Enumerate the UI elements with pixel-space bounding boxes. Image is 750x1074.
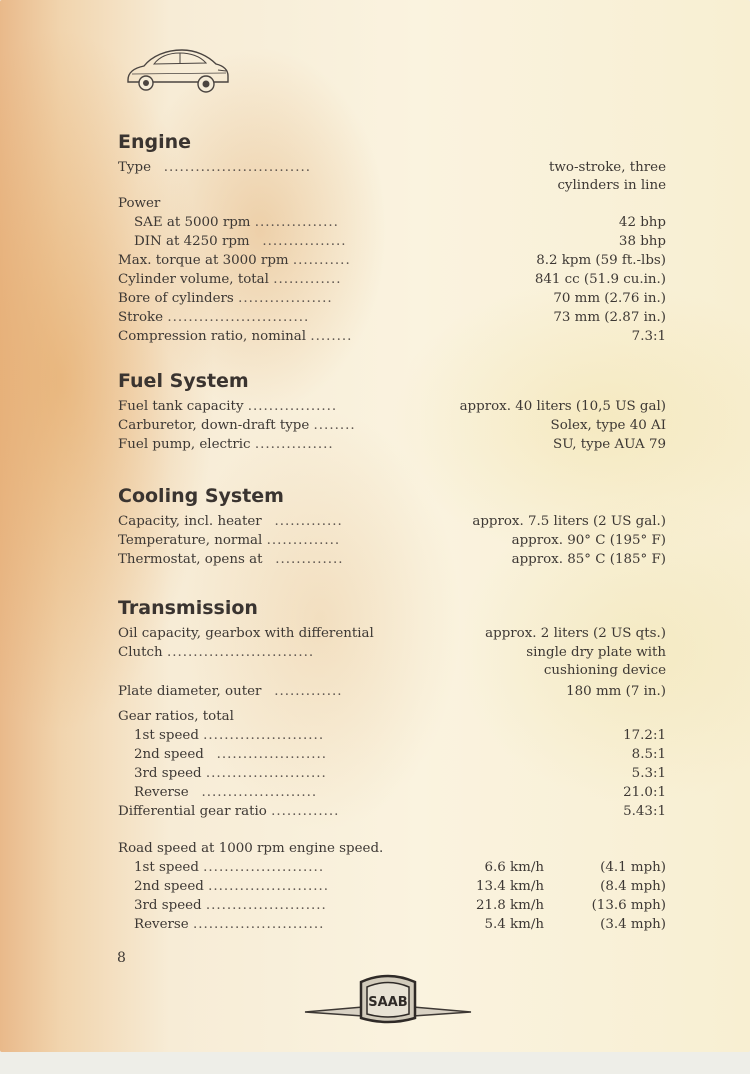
spec-row-din — [118, 234, 666, 254]
car-illustration — [122, 42, 232, 98]
leader-dots: ............................ — [166, 645, 315, 660]
spec-label: SAE at 5000 rpm — [134, 215, 251, 230]
spec-label: DIN at 4250 rpm — [134, 234, 250, 249]
road-speed-row — [118, 898, 666, 918]
spec-label: Oil capacity, gearbox with differential — [118, 626, 374, 641]
speed-kmh: 5.4 km/h — [484, 917, 544, 932]
spec-label: Bore of cylinders — [118, 291, 234, 306]
spec-label: Differential gear ratio — [118, 804, 267, 819]
spec-value: 5.43:1 — [623, 804, 666, 819]
leader-dots: ................. — [247, 399, 338, 414]
speed-kmh: 21.8 km/h — [475, 898, 544, 913]
spec-value: approx. 7.5 liters (2 US gal.) — [472, 514, 666, 529]
gear-label: 3rd speed — [134, 898, 202, 913]
logo-text: SAAB — [368, 995, 408, 1010]
spec-label: Stroke — [118, 310, 164, 325]
gear-row — [118, 785, 666, 805]
leader-dots: ....................... — [203, 860, 325, 875]
spec-row-carb — [118, 418, 666, 438]
spec-value: approx. 40 liters (10,5 US gal) — [459, 399, 666, 414]
spec-row-differential — [118, 804, 666, 824]
leader-dots: ................ — [254, 215, 339, 230]
spec-row-pump — [118, 437, 666, 457]
leader-dots: .............. — [266, 533, 341, 548]
spec-label: Temperature, normal — [118, 533, 263, 548]
leader-dots: ........ — [310, 329, 353, 344]
section-heading-cooling: Cooling System — [118, 485, 284, 507]
speed-kmh: 6.6 km/h — [484, 860, 544, 875]
gear-ratio: 8.5:1 — [631, 747, 666, 762]
gear-label: 3rd speed — [134, 766, 202, 781]
gear-ratio: 17.2:1 — [623, 728, 666, 743]
spec-value: 42 bhp — [618, 215, 666, 230]
spec-value-line2: cushioning device — [543, 663, 666, 678]
spec-label: Capacity, incl. heater — [118, 514, 262, 529]
spec-row-tank — [118, 399, 666, 419]
spec-label: Max. torque at 3000 rpm — [118, 253, 289, 268]
leader-dots: ............. — [274, 684, 343, 699]
spec-row-compression — [118, 329, 666, 349]
spec-value: 180 mm (7 in.) — [566, 684, 666, 699]
leader-dots: ............... — [254, 437, 334, 452]
spec-value: Solex, type 40 AI — [550, 418, 666, 433]
speed-kmh: 13.4 km/h — [475, 879, 544, 894]
power-label-row — [118, 196, 666, 216]
leader-dots: ........ — [313, 418, 356, 433]
gear-ratio: 5.3:1 — [631, 766, 666, 781]
leader-dots: ....................... — [203, 728, 325, 743]
road-speed-label-row — [118, 841, 666, 861]
spec-value-line2: cylinders in line — [557, 178, 666, 193]
leader-dots: ................ — [262, 234, 347, 249]
spec-row-oil — [118, 626, 666, 646]
gear-row — [118, 766, 666, 786]
leader-dots: ......................... — [192, 917, 325, 932]
spec-row-stroke — [118, 310, 666, 330]
gear-row — [118, 747, 666, 767]
spec-value: single dry plate with — [526, 645, 666, 660]
leader-dots: ............. — [274, 514, 343, 529]
leader-dots: ............. — [273, 272, 342, 287]
section-heading-transmission: Transmission — [118, 597, 258, 619]
gear-label: Reverse — [134, 785, 189, 800]
page-number: 8 — [117, 950, 126, 966]
spec-label: Thermostat, opens at — [118, 552, 263, 567]
spec-label: Road speed at 1000 rpm engine speed. — [118, 841, 384, 856]
spec-label: Carburetor, down-draft type — [118, 418, 310, 433]
spec-row-capacity — [118, 514, 666, 534]
spec-value: two-stroke, three — [549, 160, 666, 175]
spec-label: Gear ratios, total — [118, 709, 234, 724]
leader-dots: ..................... — [216, 747, 328, 762]
leader-dots: ....................... — [205, 766, 327, 781]
spec-value: 8.2 kpm (59 ft.-lbs) — [536, 253, 666, 268]
spec-row-bore — [118, 291, 666, 311]
spec-row-volume — [118, 272, 666, 292]
gear-ratios-label-row — [118, 709, 666, 729]
spec-row-temperature — [118, 533, 666, 553]
bottom-margin — [0, 1052, 750, 1074]
spec-row-sae — [118, 215, 666, 235]
gear-label: 1st speed — [134, 728, 199, 743]
leader-dots: ....................... — [208, 879, 330, 894]
spec-value: 73 mm (2.87 in.) — [553, 310, 666, 325]
spec-label: Compression ratio, nominal — [118, 329, 307, 344]
spec-label: Fuel pump, electric — [118, 437, 251, 452]
speed-mph: (8.4 mph) — [600, 879, 666, 894]
road-speed-row — [118, 917, 666, 937]
gear-row — [118, 728, 666, 748]
leader-dots: ............. — [271, 804, 340, 819]
leader-dots: ........................... — [167, 310, 310, 325]
leader-dots: ...................... — [201, 785, 318, 800]
spec-row-clutch — [118, 645, 666, 685]
spec-label: Cylinder volume, total — [118, 272, 269, 287]
spec-label: Plate diameter, outer — [118, 684, 262, 699]
spec-value: approx. 90° C (195° F) — [511, 533, 666, 548]
leader-dots: ............................ — [163, 160, 311, 175]
spec-row-type — [118, 160, 666, 200]
gear-ratio: 21.0:1 — [623, 785, 666, 800]
section-heading-engine: Engine — [118, 131, 192, 153]
leader-dots: ....................... — [205, 898, 327, 913]
speed-mph: (4.1 mph) — [600, 860, 666, 875]
saab-logo — [303, 972, 473, 1028]
leader-dots: ........... — [292, 253, 351, 268]
gear-label: 2nd speed — [134, 747, 204, 762]
leader-dots: ............. — [275, 552, 344, 567]
gear-label: Reverse — [134, 917, 189, 932]
road-speed-row — [118, 860, 666, 880]
spec-value: SU, type AUA 79 — [553, 437, 666, 452]
speed-mph: (13.6 mph) — [591, 898, 666, 913]
gear-label: 1st speed — [134, 860, 199, 875]
spec-label: Fuel tank capacity — [118, 399, 244, 414]
spec-value: 38 bhp — [618, 234, 666, 249]
spec-row-thermostat — [118, 552, 666, 572]
spec-value: approx. 85° C (185° F) — [511, 552, 666, 567]
spec-label: Type — [118, 160, 151, 175]
leader-dots: .................. — [238, 291, 333, 306]
spec-row-torque — [118, 253, 666, 273]
spec-label: Clutch — [118, 645, 163, 660]
spec-row-plate — [118, 684, 666, 704]
spec-value: 7.3:1 — [631, 329, 666, 344]
section-heading-fuel: Fuel System — [118, 370, 249, 392]
spec-value: 841 cc (51.9 cu.in.) — [534, 272, 666, 287]
spec-label: Power — [118, 196, 161, 211]
spec-value: approx. 2 liters (2 US qts.) — [485, 626, 666, 641]
gear-label: 2nd speed — [134, 879, 204, 894]
speed-mph: (3.4 mph) — [600, 917, 666, 932]
spec-value: 70 mm (2.76 in.) — [553, 291, 666, 306]
road-speed-row — [118, 879, 666, 899]
